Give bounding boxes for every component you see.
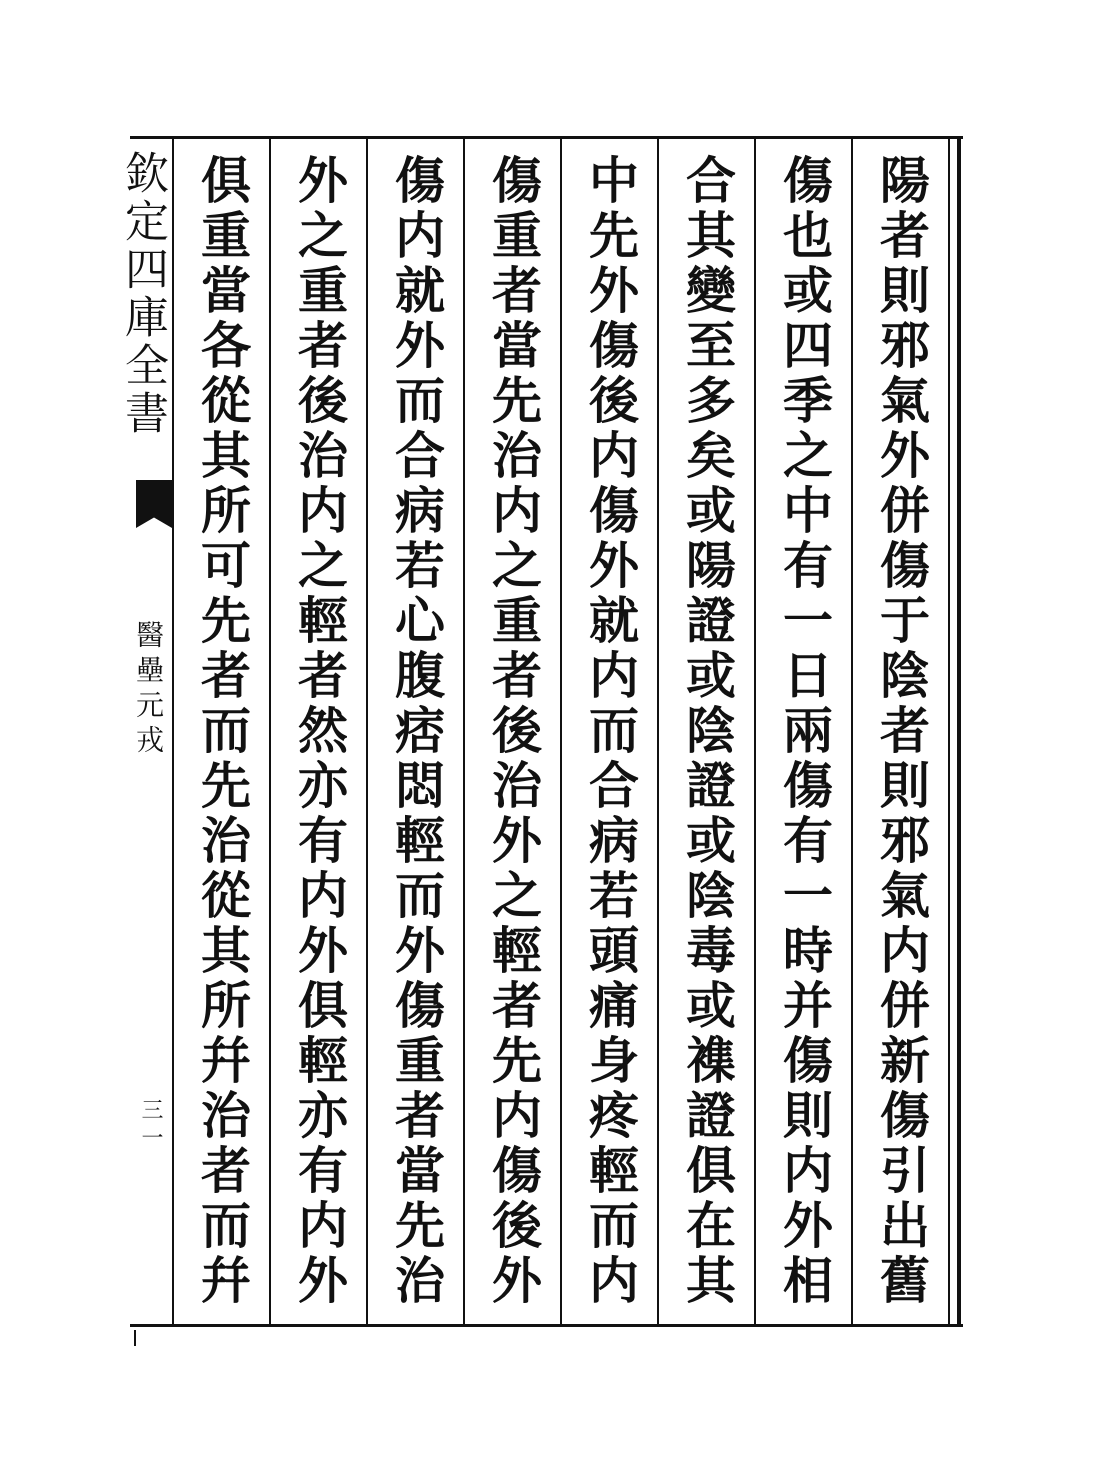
- top-border-rule: [130, 136, 963, 139]
- text-column-2: 傷也或四季之中有一日兩傷有一時并傷則内外相: [775, 154, 834, 1309]
- bottom-left-tick: [134, 1330, 136, 1346]
- right-border-outer-rule: [957, 136, 961, 1327]
- collection-title: 欽定四庫全書: [117, 150, 168, 438]
- text-column-4: 中先外傷後内傷外就内而合病若頭痛身疼輕而内: [581, 154, 640, 1309]
- text-column-7: 外之重者後治内之輕者然亦有内外俱輕亦有内外: [290, 154, 349, 1309]
- text-column-1: 陽者則邪氣外併傷于陰者則邪氣内併新傷引出舊: [872, 154, 931, 1309]
- page-number: 三一: [138, 1098, 163, 1154]
- book-title: 醫壘元戎: [132, 620, 165, 760]
- text-column-5: 傷重者當先治内之重者後治外之輕者先内傷後外: [484, 154, 543, 1309]
- text-column-6: 傷内就外而合病若心腹痞悶輕而外傷重者當先治: [387, 154, 446, 1309]
- fishtail-mark: [136, 480, 172, 528]
- bottom-border-rule: [130, 1324, 963, 1327]
- text-column-8: 俱重當各從其所可先者而先治從其所幷治者而幷: [193, 154, 252, 1309]
- text-column-3: 合其變至多矣或陽證或陰證或陰毒或襍證俱在其: [678, 154, 737, 1309]
